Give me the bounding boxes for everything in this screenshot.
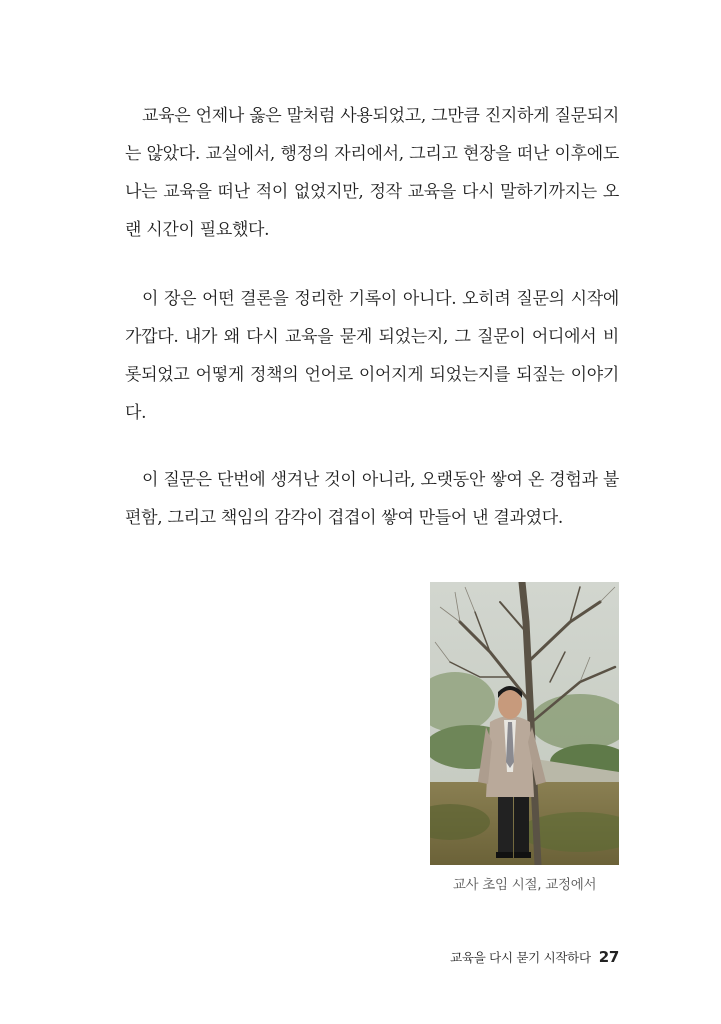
- body-paragraph-2: 이 장은 어떤 결론을 정리한 기록이 아니다. 오히려 질문의 시작에 가깝다. 내가 왜 다시 교육을 묻게 되었는지, 그 질문이 어디에서 비롯되었고 어떻게 정책의 언어로 이어지게 되었는지를 되짚는 이야기다.: [125, 289, 619, 423]
- teacher-photo: [430, 582, 619, 865]
- body-paragraph-1: 교육은 언제나 옳은 말처럼 사용되었고, 그만큼 진지하게 질문되지는 않았다. 교실에서, 행정의 자리에서, 그리고 현장을 떠난 이후에도 나는 교육을 떠난 적이 없었지만, 정작 교육을 다시 말하기까지는 오랜 시간이 필요했다.: [125, 106, 619, 240]
- running-title: 교육을 다시 묻기 시작하다: [450, 950, 591, 965]
- page-footer: [450, 948, 619, 966]
- page-number: 27: [598, 948, 619, 966]
- body-paragraph-3: 이 질문은 단번에 생겨난 것이 아니라, 오랫동안 쌓여 온 경험과 불편함, 그리고 책임의 감각이 겹겹이 쌓여 만들어 낸 결과였다.: [125, 470, 619, 528]
- photo-caption: 교사 초임 시절, 교정에서: [452, 877, 597, 893]
